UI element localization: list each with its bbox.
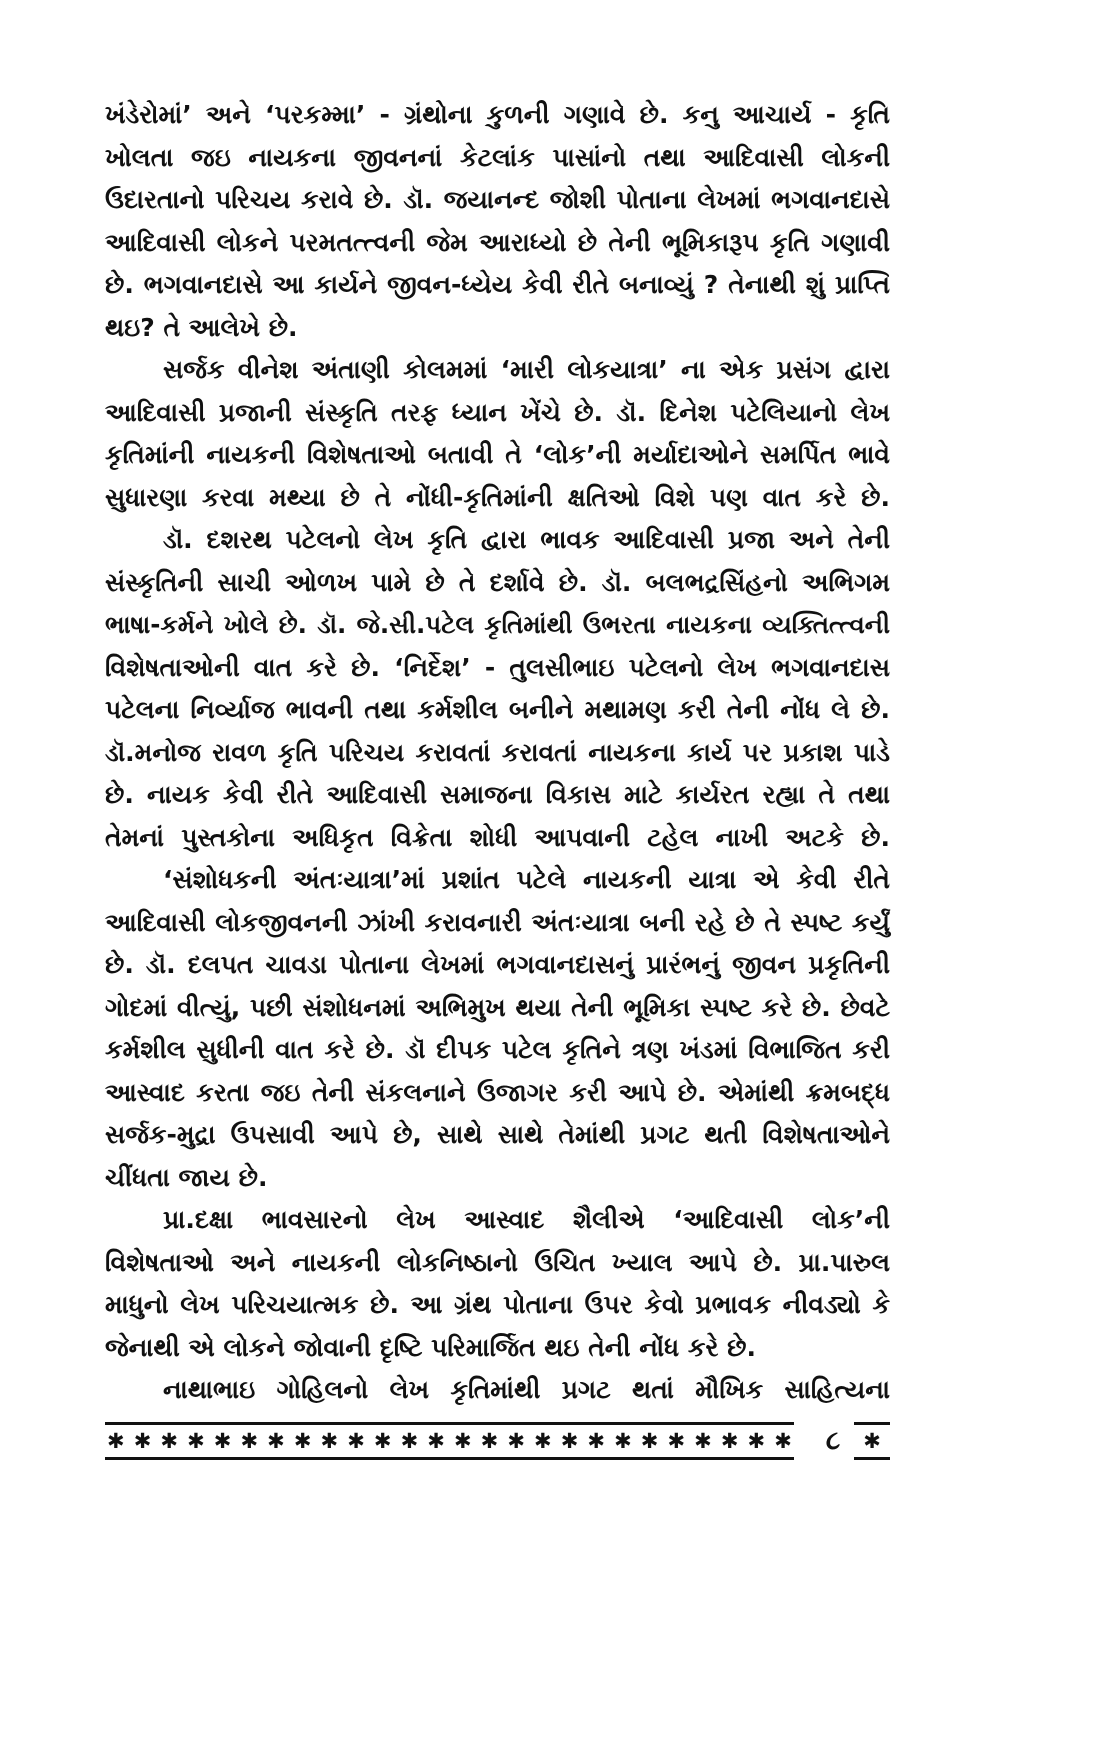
star-ornament-icon bbox=[427, 1425, 445, 1457]
star-ornament-icon bbox=[863, 1425, 881, 1457]
text-line: પ્રા.દક્ષા ભાવસારનો લેખ આસ્વાદ શૈલીએ ‘આદિવાસી લોક’ની bbox=[163, 1205, 890, 1234]
text-line: વિશેષતાઓ અને નાયકની લોકનિષ્ઠાનો ઉચિત ખ્યાલ આપે છે. પ્રા.પારુલ bbox=[105, 1247, 890, 1277]
text-line: ખંડેરોમાં’ અને ‘પરકમ્મા’ - ગ્રંથોના કુળની ગણાવે છે. કનુ આચાર્ય - કૃતિ bbox=[105, 100, 890, 129]
text-line: જેનાથી એ લોકને જોવાની દૃષ્ટિ પરિમાર્જિત થઇ તેની નોંધ કરે છે. bbox=[105, 1332, 756, 1362]
text-line: છે. ડૉ. દલપત ચાવડા પોતાના લેખમાં ભગવાનદાસનું પ્રારંભનું જીવન પ્રકૃતિની bbox=[105, 950, 890, 979]
star-ornament-icon bbox=[374, 1425, 392, 1457]
text-line: ચીંધતા જાય છે. bbox=[105, 1162, 268, 1192]
text-line: ઉદારતાનો પરિચય કરાવે છે. ડૉ. જયાનન્દ જોશી પોતાના લેખમાં ભગવાનદાસે bbox=[105, 185, 890, 214]
star-ornament-icon bbox=[321, 1425, 339, 1457]
text-line: સુધારણા કરવા મથ્યા છે તે નોંધી-કૃતિમાંની ક્ષતિઓ વિશે પણ વાત કરે છે. bbox=[105, 482, 890, 512]
text-line: ડૉ.મનોજ રાવળ કૃતિ પરિચય કરાવતાં કરાવતાં નાયકના કાર્ય પર પ્રકાશ પાડે bbox=[105, 737, 890, 767]
text-line: નાથાભાઇ ગોહિલનો લેખ કૃતિમાંથી પ્રગટ થતાં મૌખિક સાહિત્યના bbox=[163, 1375, 890, 1404]
star-ornament-icon bbox=[774, 1425, 792, 1457]
text-line: કૃતિમાંની નાયકની વિશેષતાઓ બતાવી તે ‘લોક’ની મર્યાદાઓને સમર્પિત ભાવે bbox=[105, 440, 890, 469]
text-line: વિશેષતાઓની વાત કરે છે. ‘નિર્દેશ’ - તુલસીભાઇ પટેલનો લેખ ભગવાનદાસ bbox=[105, 652, 890, 682]
star-ornament-icon bbox=[134, 1425, 152, 1457]
star-ornament-icon bbox=[481, 1425, 499, 1457]
star-ornament-icon bbox=[267, 1425, 285, 1457]
star-ornament-icon bbox=[587, 1425, 605, 1457]
star-ornament-icon bbox=[240, 1425, 258, 1457]
text-line: ભાષા-કર્મને ખોલે છે. ડૉ. જે.સી.પટેલ કૃતિમાંથી ઉભરતા નાયકના વ્યક્તિત્ત્વની bbox=[105, 610, 890, 639]
star-ornament-icon bbox=[667, 1425, 685, 1457]
text-line: સર્જક-મુદ્રા ઉપસાવી આપે છે, સાથે સાથે તેમાંથી પ્રગટ થતી વિશેષતાઓને bbox=[105, 1120, 890, 1149]
paragraph bbox=[105, 859, 890, 1199]
text-line: ગોદમાં વીત્યું, પછી સંશોધનમાં અભિમુખ થયા તેની ભૂમિકા સ્પષ્ટ કરે છે. છેવટે bbox=[105, 992, 890, 1022]
text-line: છે. ભગવાનદાસે આ કાર્યને જીવન-ધ્યેય કેવી રીતે બનાવ્યું ? તેનાથી શું પ્રાપ્તિ bbox=[105, 270, 890, 299]
text-line: આસ્વાદ કરતા જઇ તેની સંકલનાને ઉજાગર કરી આપે છે. એમાંથી ક્રમબદ્ધ bbox=[105, 1077, 890, 1107]
star-ornament-icon bbox=[614, 1425, 632, 1457]
star-ornament-icon bbox=[401, 1425, 419, 1457]
star-ornament-icon bbox=[534, 1425, 552, 1457]
paragraph bbox=[105, 1199, 890, 1369]
text-line: સર્જક વીનેશ અંતાણી કોલમમાં ‘મારી લોકયાત્રા’ ના એક પ્રસંગ દ્વારા bbox=[163, 355, 890, 384]
star-ornament-icon bbox=[454, 1425, 472, 1457]
page-number: ૮ bbox=[825, 1426, 841, 1456]
text-line: આદિવાસી લોકને પરમતત્ત્વની જેમ આરાધ્યો છે તેની ભૂમિકારૂપ કૃતિ ગણાવી bbox=[105, 227, 890, 257]
star-ornament-icon bbox=[160, 1425, 178, 1457]
text-line: સંસ્કૃતિની સાચી ઓળખ પામે છે તે દર્શાવે છે. ડૉ. બલભદ્રસિંહનો અભિગમ bbox=[105, 567, 890, 597]
star-ornament-icon bbox=[561, 1425, 579, 1457]
star-ornament-icon bbox=[507, 1425, 525, 1457]
text-line: કર્મશીલ સુધીની વાત કરે છે. ડૉ દીપક પટેલ કૃતિને ત્રણ ખંડમાં વિભાજિત કરી bbox=[105, 1035, 890, 1064]
text-line: આદિવાસી પ્રજાની સંસ્કૃતિ તરફ ધ્યાન ખેંચે છે. ડૉ. દિનેશ પટેલિયાનો લેખ bbox=[105, 397, 890, 427]
star-ornament-icon bbox=[187, 1425, 205, 1457]
text-line: પટેલના નિર્વ્યાજ ભાવની તથા કર્મશીલ બનીને મથામણ કરી તેની નોંધ લે છે. bbox=[105, 695, 890, 724]
star-ornament-icon bbox=[694, 1425, 712, 1457]
ornament-end-box bbox=[854, 1422, 890, 1460]
paragraph bbox=[105, 1369, 890, 1412]
star-ornament-icon bbox=[214, 1425, 232, 1457]
text-line: ડૉ. દશરથ પટેલનો લેખ કૃતિ દ્વારા ભાવક આદિવાસી પ્રજા અને તેની bbox=[163, 525, 890, 554]
text-line: માધુનો લેખ પરિચયાત્મક છે. આ ગ્રંથ પોતાના ઉપર કેવો પ્રભાવક નીવડ્યો કે bbox=[105, 1290, 890, 1319]
text-line: આદિવાસી લોકજીવનની ઝાંખી કરાવનારી અંતઃયાત્રા બની રહે છે તે સ્પષ્ટ કર્યું bbox=[105, 907, 890, 937]
star-ornament-icon bbox=[748, 1425, 766, 1457]
text-line: છે. નાયક કેવી રીતે આદિવાસી સમાજના વિકાસ માટે કાર્યરત રહ્યા તે તથા bbox=[105, 780, 890, 809]
body-text bbox=[105, 94, 890, 1412]
star-ornament-icon bbox=[107, 1425, 125, 1457]
star-ornament-icon bbox=[347, 1425, 365, 1457]
paragraph bbox=[105, 94, 890, 349]
paragraph bbox=[105, 519, 890, 859]
paragraph bbox=[105, 349, 890, 519]
star-ornament-icon bbox=[641, 1425, 659, 1457]
ornament-border bbox=[105, 1422, 794, 1460]
text-line: તેમનાં પુસ્તકોના અધિકૃત વિક્રેતા શોધી આપવાની ટહેલ નાખી અટકે છે. bbox=[105, 822, 890, 852]
text-line: થઇ? તે આલેખે છે. bbox=[105, 312, 298, 342]
star-ornament-icon bbox=[721, 1425, 739, 1457]
star-ornament-icon bbox=[294, 1425, 312, 1457]
text-line: ‘સંશોધકની અંતઃયાત્રા’માં પ્રશાંત પટેલે નાયકની યાત્રા એ કેવી રીતે bbox=[163, 865, 890, 894]
text-line: ખોલતા જઇ નાયકના જીવનનાં કેટલાંક પાસાંનો તથા આદિવાસી લોકની bbox=[105, 142, 890, 172]
